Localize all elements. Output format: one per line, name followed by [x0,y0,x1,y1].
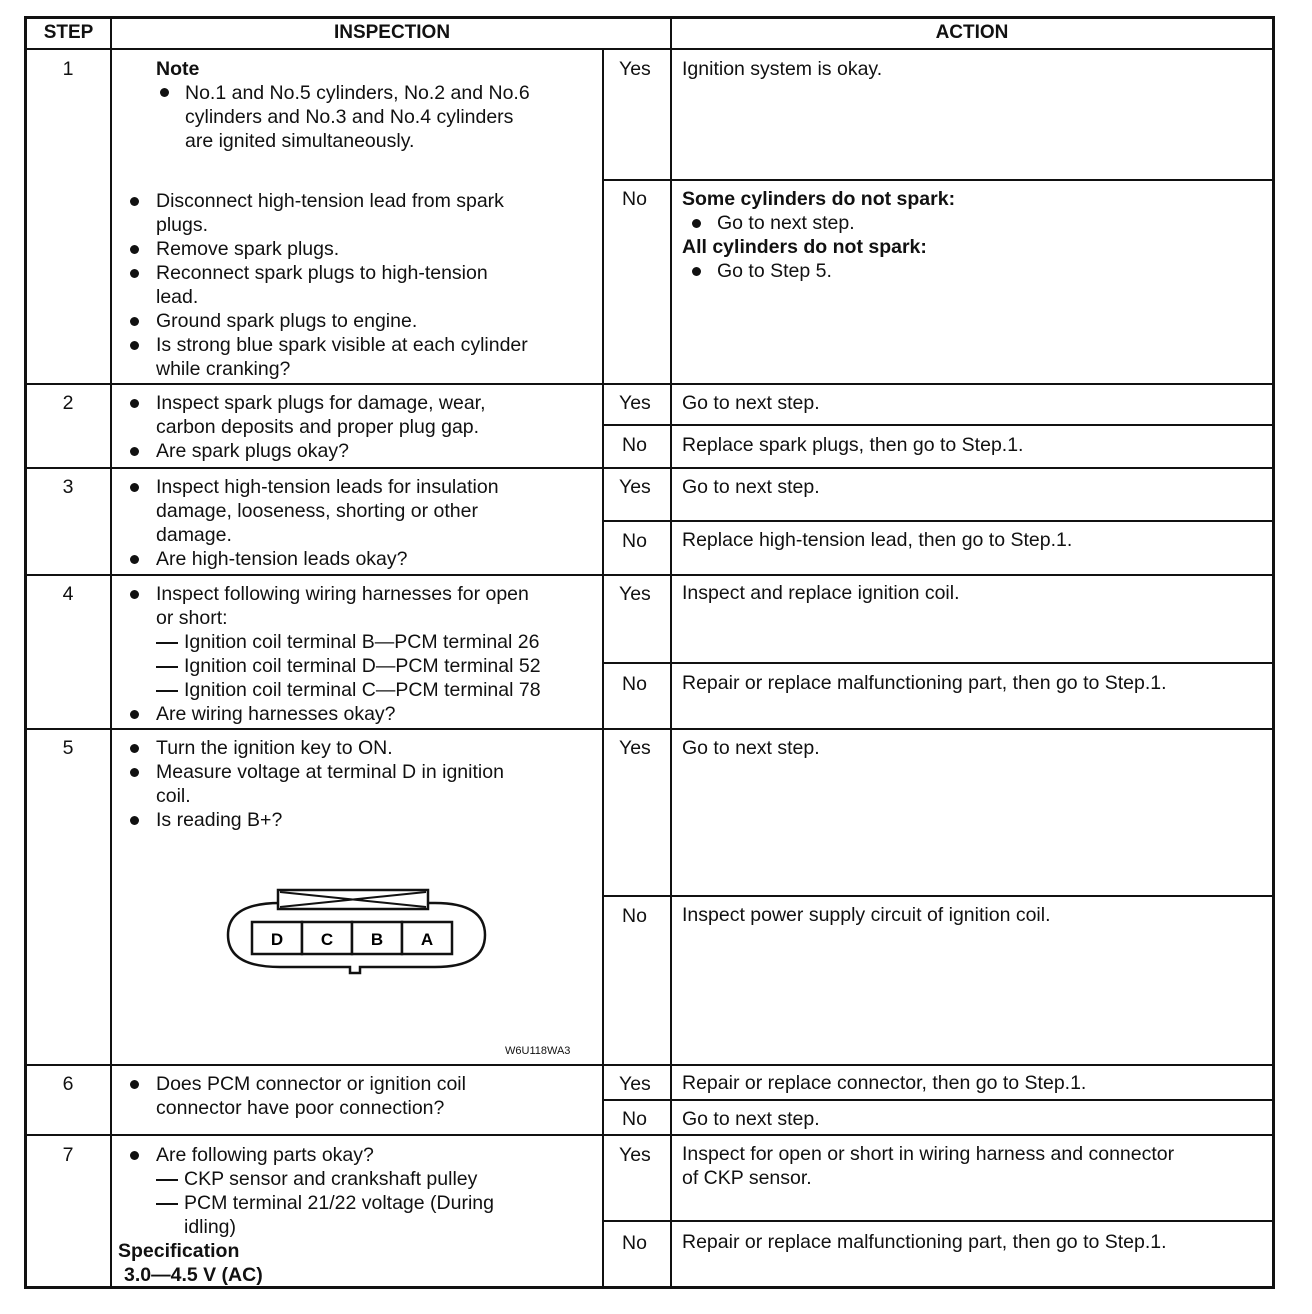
step-number: 3 [62,476,74,498]
inspection-line: damage. [156,524,232,546]
spec-title: Specification [118,1240,240,1262]
inspection-line: Are wiring harnesses okay? [156,703,396,725]
inspection-line: Remove spark plugs. [156,238,340,260]
note-line: No.1 and No.5 cylinders, No.2 and No.6 [185,82,530,104]
bullet-icon [130,447,139,456]
bullet-icon [130,816,139,825]
yes-label: Yes [619,476,651,498]
yesno-divider-7 [602,1220,1274,1222]
inspection-line: Measure voltage at terminal D in ignition [156,761,504,783]
yes-action: Go to next step. [682,392,820,414]
pin-label: A [420,930,434,949]
inspection-line: Ground spark plugs to engine. [156,310,418,332]
bullet-icon [130,744,139,753]
pin-label: B [370,930,384,949]
inspection-line: Disconnect high-tension lead from spark [156,190,504,212]
no-action: Replace spark plugs, then go to Step.1. [682,434,1024,456]
yesno-divider-1 [602,179,1274,181]
step-number: 5 [62,737,74,759]
inspection-line: or short: [156,607,228,629]
dash-icon [156,1179,178,1181]
no-action: Go to next step. [682,1108,820,1130]
no-action: Inspect power supply circuit of ignition coil. [682,904,1051,926]
bullet-icon [130,399,139,408]
note-line: are ignited simultaneously. [185,130,415,152]
dash-icon [156,642,178,644]
dash-icon [156,1203,178,1205]
dash-icon [156,666,178,668]
inspection-line: coil. [156,785,191,807]
spec-value: 3.0—4.5 V (AC) [124,1264,263,1286]
inspection-line: CKP sensor and crankshaft pulley [184,1168,478,1190]
yes-label: Yes [619,737,651,759]
ignition-coil-connector-diagram [220,885,490,975]
bullet-icon [130,197,139,206]
inspection-line: Is strong blue spark visible at each cylinder [156,334,528,356]
no-heading: All cylinders do not spark: [682,236,927,258]
yesno-divider-6 [602,1099,1274,1101]
note-title: Note [156,58,200,80]
no-label: No [622,1232,647,1254]
bullet-icon [130,269,139,278]
bullet-icon [692,219,701,228]
table-border-top [24,16,1275,19]
step-number: 4 [62,583,74,605]
row-divider-4-5 [24,728,1275,730]
bullet-icon [130,1151,139,1160]
yes-action: Go to next step. [682,476,820,498]
inspection-line: damage, looseness, shorting or other [156,500,478,522]
bullet-icon [130,768,139,777]
no-heading: Some cylinders do not spark: [682,188,956,210]
note-line: cylinders and No.3 and No.4 cylinders [185,106,514,128]
row-divider-3-4 [24,574,1275,576]
inspection-line: Ignition coil terminal D—PCM terminal 52 [184,655,541,677]
header-inspection: INSPECTION [333,22,451,43]
bullet-icon [130,317,139,326]
yesno-column-divider [602,48,604,1289]
step-number: 6 [62,1073,74,1095]
no-action: Repair or replace malfunctioning part, then go to Step.1. [682,672,1167,694]
no-item: Go to Step 5. [717,260,832,282]
inspection-line: Are following parts okay? [156,1144,374,1166]
no-label: No [622,530,647,552]
inspection-line: Is reading B+? [156,809,283,831]
inspection-line: connector have poor connection? [156,1097,445,1119]
yesno-divider-5 [602,895,1274,897]
yes-action: of CKP sensor. [682,1167,812,1189]
row-divider-1-2 [24,383,1275,385]
inspection-line: Inspect spark plugs for damage, wear, [156,392,486,414]
header-divider [24,48,1275,50]
bullet-icon [692,267,701,276]
bullet-icon [130,483,139,492]
yesno-divider-3 [602,520,1274,522]
bullet-icon [130,1080,139,1089]
pin-label: D [270,930,284,949]
inspection-line: Ignition coil terminal C—PCM terminal 78 [184,679,541,701]
inspection-line: Turn the ignition key to ON. [156,737,393,759]
yes-label: Yes [619,1144,651,1166]
yes-action: Inspect for open or short in wiring harness and connector [682,1143,1175,1165]
inspection-line: plugs. [156,214,209,236]
inspection-line: PCM terminal 21/22 voltage (During [184,1192,494,1214]
no-item: Go to next step. [717,212,855,234]
no-label: No [622,905,647,927]
inspection-line: Are spark plugs okay? [156,440,349,462]
no-label: No [622,673,647,695]
no-label: No [622,188,647,210]
inspection-line: Reconnect spark plugs to high-tension [156,262,488,284]
inspection-line: Does PCM connector or ignition coil [156,1073,466,1095]
yesno-divider-4 [602,662,1274,664]
figure-code: W6U118WA3 [505,1045,571,1057]
inspection-line: lead. [156,286,199,308]
bullet-icon [130,555,139,564]
yes-label: Yes [619,583,651,605]
step-number: 2 [62,392,74,414]
bullet-icon [130,341,139,350]
yes-label: Yes [619,58,651,80]
no-action: Replace high-tension lead, then go to Step.1. [682,529,1073,551]
dash-icon [156,690,178,692]
inspection-line: idling) [184,1216,237,1238]
yes-action: Repair or replace connector, then go to Step.1. [682,1072,1087,1094]
yes-label: Yes [619,392,651,414]
yesno-divider-2 [602,424,1274,426]
yes-label: Yes [619,1073,651,1095]
yes-action: Inspect and replace ignition coil. [682,582,960,604]
inspection-line: while cranking? [156,358,291,380]
step-number: 1 [62,58,74,80]
inspection-line: Ignition coil terminal B—PCM terminal 26 [184,631,540,653]
row-divider-6-7 [24,1134,1275,1136]
bullet-icon [160,88,169,97]
inspection-line: Inspect following wiring harnesses for open [156,583,529,605]
row-divider-5-6 [24,1064,1275,1066]
inspection-line: Are high-tension leads okay? [156,548,408,570]
table-border-left [24,16,27,1289]
pin-label: C [320,930,334,949]
row-divider-2-3 [24,467,1275,469]
header-step: STEP [43,22,94,43]
yes-action: Go to next step. [682,737,820,759]
no-action: Repair or replace malfunctioning part, then go to Step.1. [682,1231,1167,1253]
header-action: ACTION [935,22,1009,43]
bullet-icon [130,710,139,719]
inspection-line: carbon deposits and proper plug gap. [156,416,480,438]
step-number: 7 [62,1144,74,1166]
no-label: No [622,1108,647,1130]
no-label: No [622,434,647,456]
inspection-line: Inspect high-tension leads for insulation [156,476,499,498]
yes-action: Ignition system is okay. [682,58,883,80]
step-column-divider [110,16,112,1289]
bullet-icon [130,590,139,599]
bullet-icon [130,245,139,254]
